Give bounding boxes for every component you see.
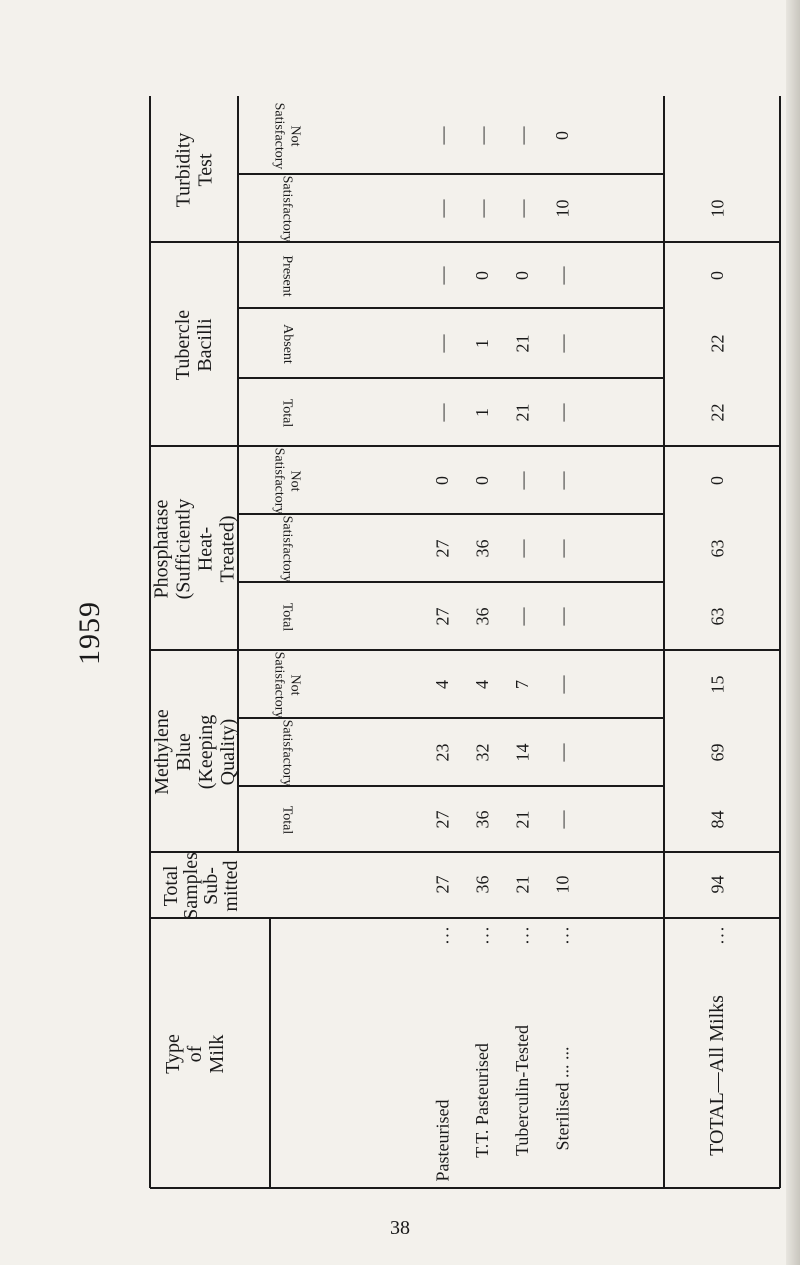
subheader-ph-total: Total — [279, 602, 295, 631]
header-methylene-blue: Methylene Blue (Keeping Quality) — [150, 708, 239, 795]
cell-total-mb-total: 84 — [707, 810, 727, 829]
cell-tt-pasteurised-turb-sat: — — [472, 199, 492, 218]
cell-tt-pasteurised-tb-present: 0 — [472, 271, 492, 280]
cell-tuberculin-mb-total: 21 — [512, 810, 532, 829]
cell-total-tb-present: 0 — [707, 271, 727, 280]
row-label-tuberculin-tested: Tuberculin-Tested — [512, 1024, 532, 1157]
row-leader-dots: ... — [552, 924, 572, 945]
cell-tt-pasteurised-total-submitted: 36 — [472, 875, 492, 894]
subheader-tb-absent: Absent — [279, 323, 295, 364]
cell-tuberculin-mb-not: 7 — [512, 680, 532, 689]
subheader-mb-total: Total — [279, 805, 295, 834]
cell-pasteurised-turb-not: — — [432, 126, 452, 145]
subheader-ph-not-satisfactory: Not Satisfactory — [271, 447, 303, 514]
page-year: 1959 — [73, 601, 106, 665]
cell-sterilised-total-submitted: 10 — [552, 875, 572, 894]
cell-total-ph-total: 63 — [707, 607, 727, 626]
cell-sterilised-ph-total: — — [552, 607, 572, 626]
cell-tuberculin-ph-not: — — [512, 471, 532, 490]
cell-tt-pasteurised-turb-not: — — [472, 126, 492, 145]
cell-pasteurised-ph-sat: 27 — [432, 539, 452, 558]
row-leader-dots: ... — [512, 924, 532, 945]
cell-tuberculin-tb-absent: 21 — [512, 334, 532, 353]
cell-sterilised-ph-not: — — [552, 471, 572, 490]
cell-total-mb-sat: 69 — [707, 743, 727, 762]
total-row-label: TOTAL—All Milks — [706, 995, 728, 1156]
cell-total-mb-not: 15 — [707, 675, 727, 694]
cell-total-submitted: 94 — [707, 875, 727, 894]
subheader-tb-present: Present — [279, 254, 295, 297]
cell-tuberculin-mb-sat: 14 — [512, 743, 532, 762]
cell-sterilised-mb-not: — — [552, 675, 572, 694]
row-label-tt-pasteurised: T.T. Pasteurised — [472, 1043, 492, 1158]
cell-sterilised-ph-sat: — — [552, 539, 572, 558]
cell-pasteurised-tb-absent: — — [432, 334, 452, 353]
subheader-mb-not-satisfactory: Not Satisfactory — [271, 651, 303, 718]
cell-sterilised-tb-present: — — [552, 266, 572, 285]
cell-tt-pasteurised-ph-not: 0 — [472, 476, 492, 485]
cell-tt-pasteurised-mb-sat: 32 — [472, 743, 492, 762]
row-leader-dots: ... — [432, 924, 452, 945]
subheader-mb-satisfactory: Satisfactory — [279, 719, 295, 786]
header-total-samples: Total Samples Sub- mitted — [159, 851, 242, 920]
total-leader-dots: ... — [707, 924, 727, 945]
cell-sterilised-turb-not: 0 — [552, 131, 572, 140]
cell-tuberculin-turb-sat: — — [512, 199, 532, 218]
subheader-turbidity-not-satisfactory: Not Satisfactory — [271, 102, 303, 169]
row-label-sterilised: Sterilised ... ... — [552, 1046, 572, 1151]
cell-total-ph-sat: 63 — [707, 539, 727, 558]
cell-pasteurised-tb-present: — — [432, 266, 452, 285]
cell-pasteurised-mb-not: 4 — [432, 680, 452, 689]
cell-tt-pasteurised-ph-total: 36 — [472, 607, 492, 626]
cell-pasteurised-mb-total: 27 — [432, 810, 452, 829]
cell-total-tb-total: 22 — [707, 403, 727, 422]
cell-pasteurised-mb-sat: 23 — [432, 743, 452, 762]
page-number: 38 — [390, 1217, 410, 1239]
cell-tuberculin-tb-present: 0 — [512, 271, 532, 280]
cell-tuberculin-tb-total: 21 — [512, 403, 532, 422]
cell-tt-pasteurised-ph-sat: 36 — [472, 539, 492, 558]
cell-sterilised-turb-sat: 10 — [552, 199, 572, 218]
subheader-tb-total: Total — [279, 398, 295, 427]
cell-sterilised-tb-absent: — — [552, 334, 572, 353]
cell-pasteurised-turb-sat: — — [432, 199, 452, 218]
row-label-pasteurised: Pasteurised — [432, 1099, 453, 1182]
cell-tt-pasteurised-tb-total: 1 — [472, 408, 492, 417]
header-turbidity: Turbidity Test — [172, 132, 217, 207]
cell-tuberculin-ph-total: — — [512, 607, 532, 626]
row-leader-dots: ... — [472, 924, 492, 945]
cell-sterilised-mb-total: — — [552, 810, 572, 829]
cell-total-ph-not: 0 — [707, 476, 727, 485]
cell-pasteurised-ph-not: 0 — [432, 476, 452, 485]
cell-total-tb-absent: 22 — [707, 334, 727, 353]
cell-tt-pasteurised-tb-absent: 1 — [472, 339, 492, 348]
subheader-turbidity-satisfactory: Satisfactory — [279, 175, 295, 242]
cell-total-turb-sat: 10 — [707, 199, 727, 218]
cell-tuberculin-total-submitted: 21 — [512, 875, 532, 894]
subheader-ph-satisfactory: Satisfactory — [279, 515, 295, 582]
cell-tt-pasteurised-mb-not: 4 — [472, 680, 492, 689]
header-phosphatase: Phosphatase (Sufficiently Heat-Treated) — [150, 498, 239, 599]
cell-pasteurised-total-submitted: 27 — [432, 875, 452, 894]
header-type-of-milk: Type of Milk — [161, 1033, 228, 1074]
cell-sterilised-tb-total: — — [552, 403, 572, 422]
cell-sterilised-mb-sat: — — [552, 743, 572, 762]
cell-tt-pasteurised-mb-total: 36 — [472, 810, 492, 829]
cell-tuberculin-turb-not: — — [512, 126, 532, 145]
cell-tuberculin-ph-sat: — — [512, 539, 532, 558]
cell-pasteurised-ph-total: 27 — [432, 607, 452, 626]
cell-pasteurised-tb-total: — — [432, 403, 452, 422]
header-tubercle-bacilli: Tubercle Bacilli — [172, 309, 217, 380]
